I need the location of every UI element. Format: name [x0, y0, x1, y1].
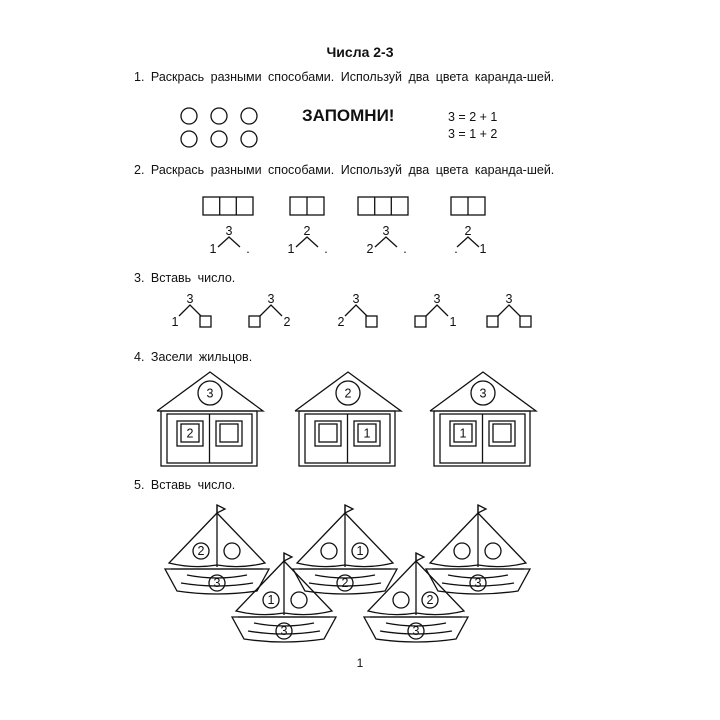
task-2-instruction: 2. Раскрась разными способами. Используй два цвета каранда-шей.: [134, 163, 555, 177]
empty-sail-circle[interactable]: [291, 592, 307, 608]
equation-1: 3 = 2 + 1: [448, 110, 498, 124]
branch-9: [498, 305, 520, 316]
remember-heading: ЗАПОМНИ!: [302, 106, 395, 125]
branch-7: [345, 305, 367, 316]
answer-box[interactable]: [249, 316, 260, 327]
colorable-circle[interactable]: [241, 108, 257, 124]
answer-box[interactable]: [200, 316, 211, 327]
tree-right: .: [403, 242, 407, 256]
hull-number: 3: [213, 576, 221, 590]
tree-left: 1: [209, 242, 217, 256]
tree-top: 3: [186, 292, 194, 306]
tree-left: 1: [287, 242, 295, 256]
sail-number: 1: [267, 593, 275, 607]
task-2-strip-3: [358, 197, 408, 215]
tree-top: 3: [352, 292, 360, 306]
task-4-instruction: 4. Засели жильцов.: [134, 350, 253, 364]
house-window-number: 1: [363, 426, 371, 441]
answer-box[interactable]: [487, 316, 498, 327]
task-2-strip-2: [290, 197, 324, 215]
sail-number: 1: [356, 544, 364, 558]
task-1-instruction: 1. Раскрась разными способами. Используй два цвета каранда-шей.: [134, 70, 555, 84]
task-2-strip-1: [203, 197, 253, 215]
branch-8: [426, 305, 448, 316]
empty-sail-circle[interactable]: [485, 543, 501, 559]
tree-top: 3: [382, 224, 390, 238]
hull-number: 3: [474, 576, 482, 590]
branch-4: [457, 237, 479, 247]
empty-sail-circle[interactable]: [393, 592, 409, 608]
task-1-circles: [181, 108, 257, 147]
tree-left: 2: [366, 242, 374, 256]
hull-number: 3: [412, 624, 420, 638]
hull-number: 3: [280, 624, 288, 638]
tree-right: 1: [479, 242, 487, 256]
branch-3: [375, 237, 397, 247]
branch-6: [260, 305, 282, 316]
tree-top: 3: [267, 292, 275, 306]
colorable-circle[interactable]: [211, 131, 227, 147]
answer-box[interactable]: [366, 316, 377, 327]
equation-2: 3 = 1 + 2: [448, 127, 498, 141]
hull-number: 2: [341, 576, 349, 590]
empty-sail-circle[interactable]: [321, 543, 337, 559]
colorable-circle[interactable]: [241, 131, 257, 147]
answer-box[interactable]: [520, 316, 531, 327]
house-roof-number: 3: [479, 386, 487, 401]
tree-top: 2: [464, 224, 472, 238]
tree-left: .: [454, 242, 458, 256]
tree-top: 3: [225, 224, 233, 238]
colorable-circle[interactable]: [181, 131, 197, 147]
tree-right: 2: [283, 315, 291, 329]
empty-window[interactable]: [493, 424, 511, 442]
task-2-strip-4: [451, 197, 485, 215]
colorable-circle[interactable]: [211, 108, 227, 124]
branch-5: [179, 305, 201, 316]
tree-right: 1: [449, 315, 457, 329]
branch-2: [296, 237, 318, 247]
tree-top: 3: [433, 292, 441, 306]
page-number: 1: [356, 656, 364, 670]
sail-number: 2: [197, 544, 205, 558]
tree-top: 3: [505, 292, 513, 306]
empty-sail-circle[interactable]: [224, 543, 240, 559]
sail-number: 2: [426, 593, 434, 607]
branch-1: [218, 237, 240, 247]
house-window-number: 2: [186, 426, 194, 441]
tree-top: 2: [303, 224, 311, 238]
answer-box[interactable]: [415, 316, 426, 327]
task-3-instruction: 3. Вставь число.: [134, 271, 236, 285]
empty-sail-circle[interactable]: [454, 543, 470, 559]
empty-window[interactable]: [319, 424, 337, 442]
tree-right: .: [324, 242, 328, 256]
tree-left: 2: [337, 315, 345, 329]
house-roof-number: 2: [344, 386, 352, 401]
page-title: Числа 2-3: [326, 44, 394, 60]
empty-window[interactable]: [220, 424, 238, 442]
colorable-circle[interactable]: [181, 108, 197, 124]
tree-left: 1: [171, 315, 179, 329]
house-window-number: 1: [459, 426, 467, 441]
house-roof-number: 3: [206, 386, 214, 401]
task-5-instruction: 5. Вставь число.: [134, 478, 236, 492]
tree-right: .: [246, 242, 250, 256]
